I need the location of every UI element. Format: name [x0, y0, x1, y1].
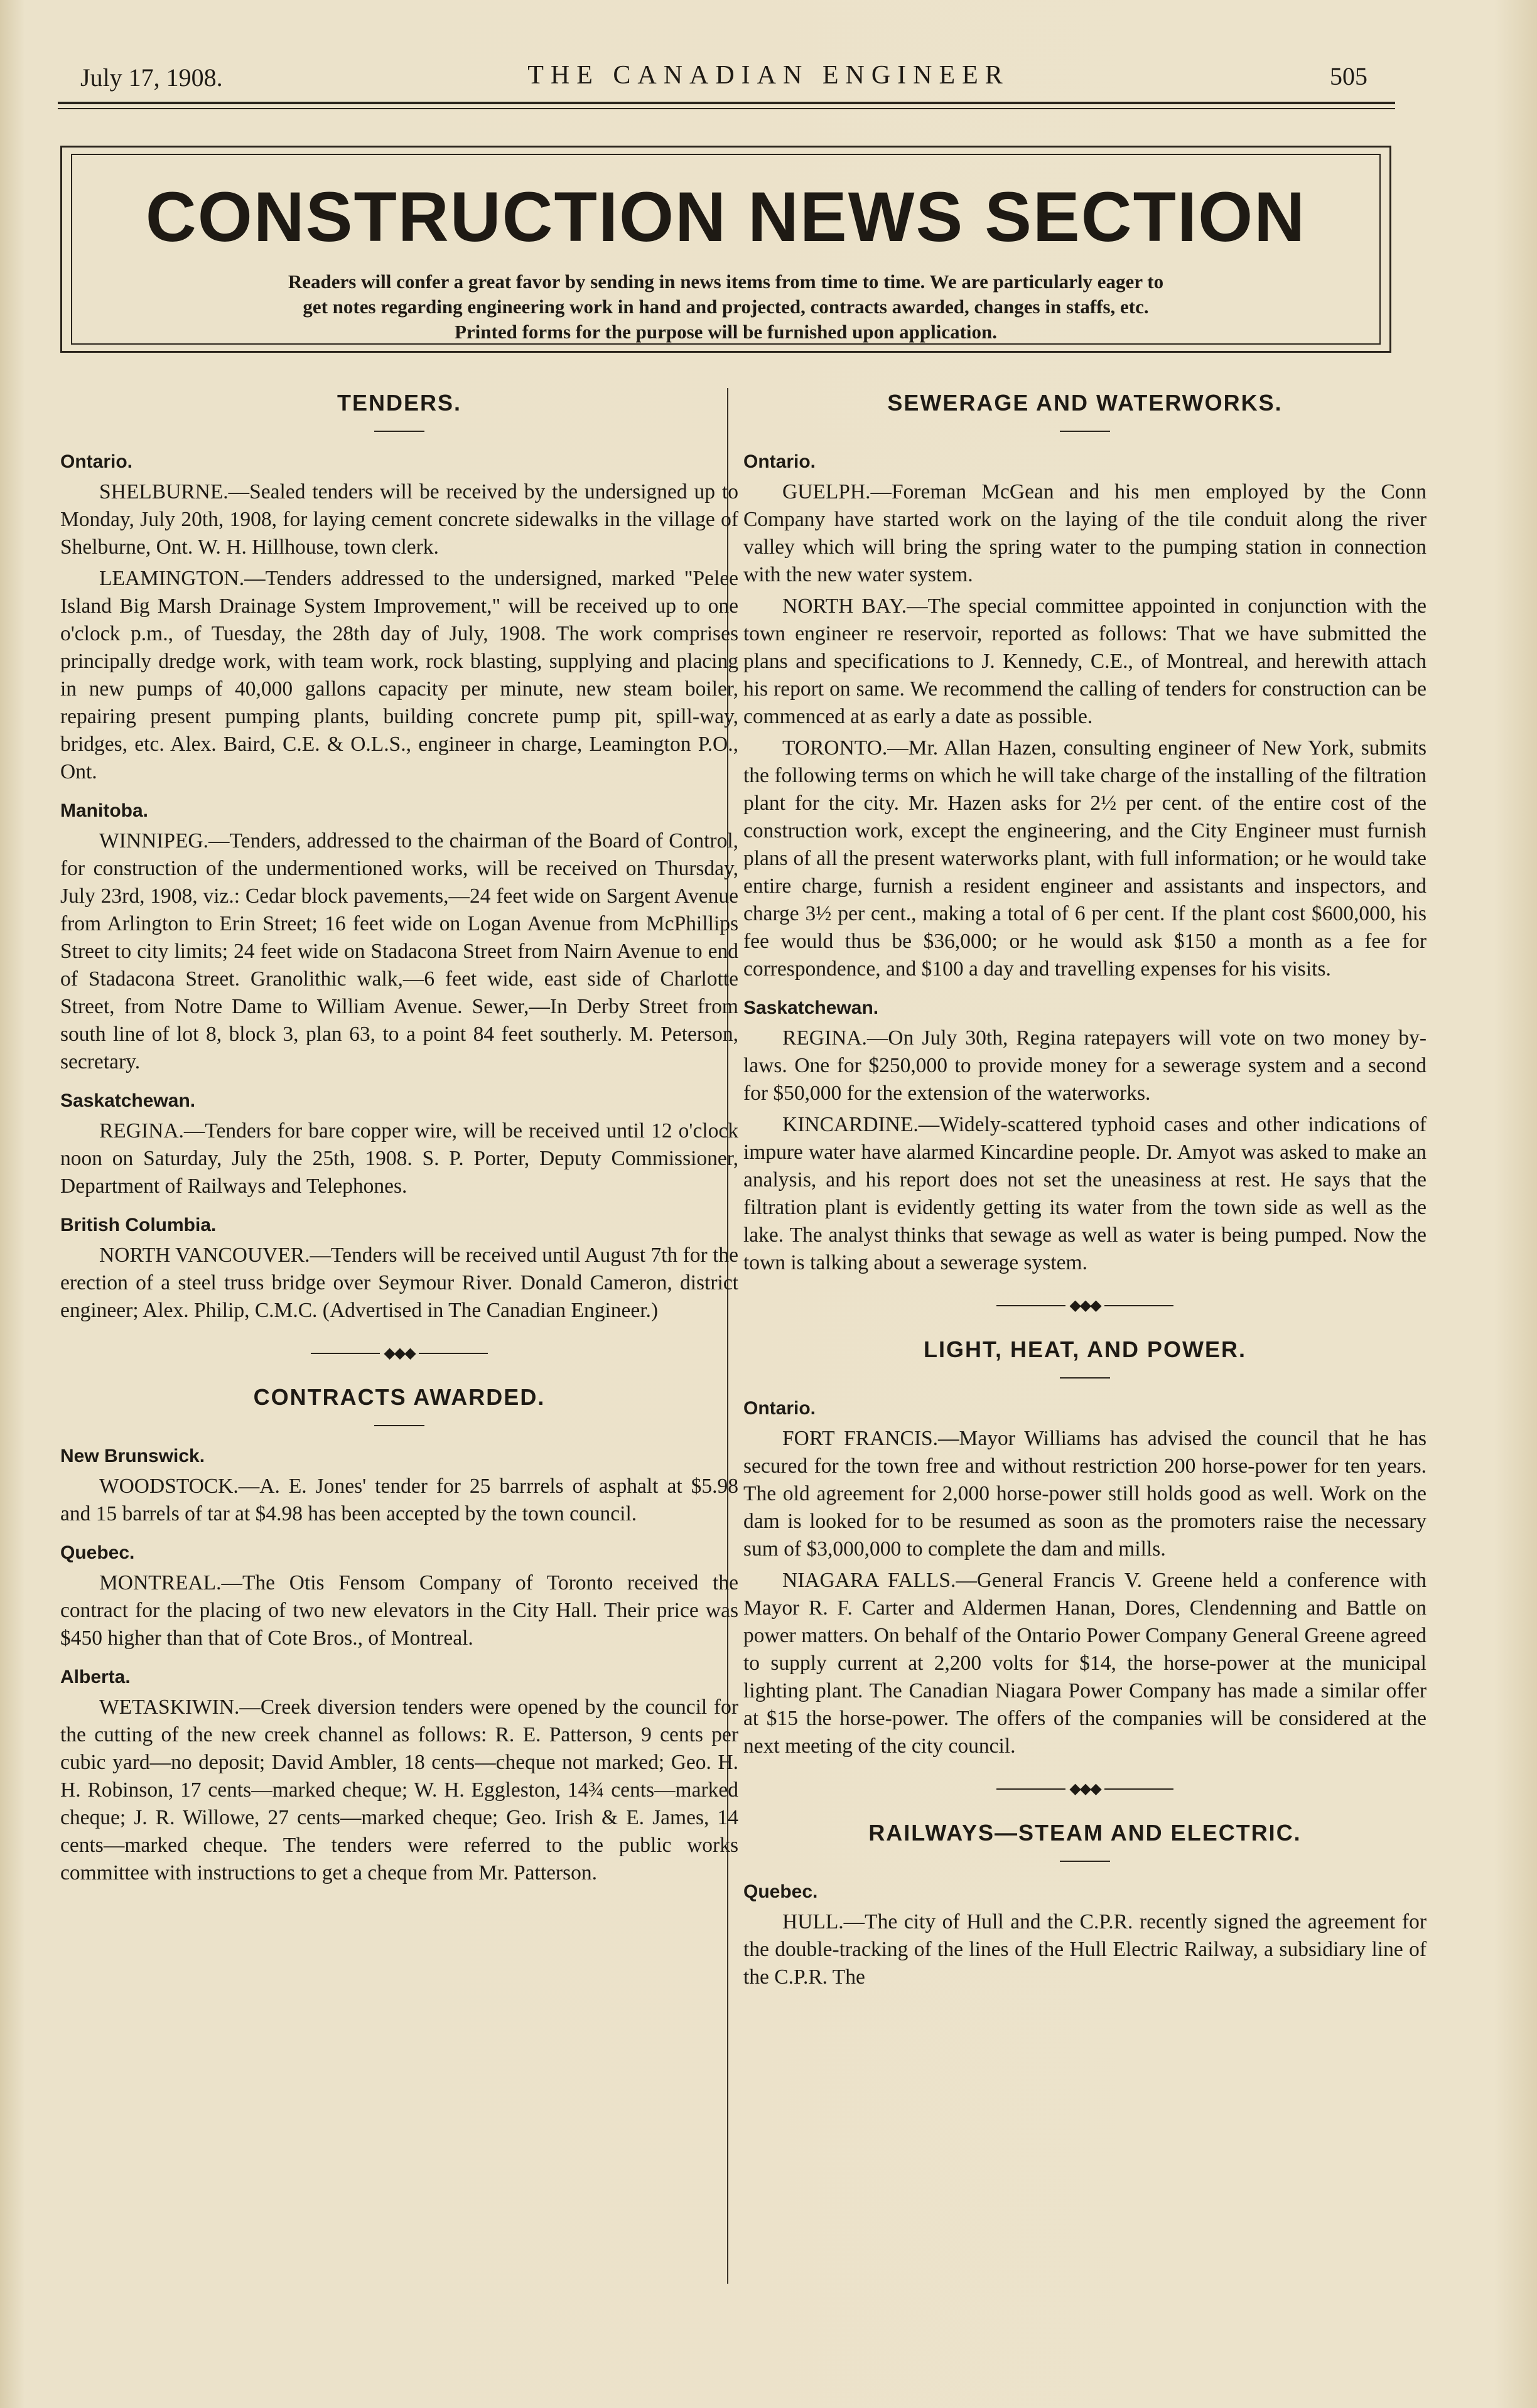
province-heading: Saskatchewan.	[743, 997, 879, 1018]
header-rule-thin	[58, 108, 1395, 109]
banner-note	[100, 269, 1352, 345]
ornament-line	[311, 1353, 380, 1354]
news-item: HULL.—The city of Hull and the C.P.R. recently signed the agreement for the double-tracking of the lines of the Hull Electric Railway, a subsidiary line of the C.P.R. The	[743, 1910, 1426, 1989]
news-item: GUELPH.—Foreman McGean and his men employed by the Conn Company have started work on the laying of the tile conduit along the river valley which will bring the spring water to the pumping station in connection with the new water system.	[743, 480, 1426, 586]
banner-note-line: Printed forms for the purpose will be furnished upon application.	[454, 321, 998, 343]
page-number: 505	[1330, 62, 1367, 90]
section-heading-light: LIGHT, HEAT, AND POWER.	[924, 1336, 1246, 1362]
construction-news-banner	[60, 146, 1391, 353]
news-item: FORT FRANCIS.—Mayor Williams has advised the council that he has secured for the town free and without restriction 200 horse-power for ten years. The old agreement for 2,000 horse-power still holds good as well. Work on the dam is looked for to be resumed as soon as the promoters raise the necessary sum of $3,000,000 to complete the dam and mills.	[743, 1427, 1426, 1561]
news-item: TORONTO.—Mr. Allan Hazen, consulting engineer of New York, submits the following terms on which he will take charge of the installing of the filtration plant for the city. Mr. Hazen asks for 2½ per cent. of the entire cost of the construction work, except the engineering, and the City Engineer must furnish plans of all the present waterworks plant, with full information; or he would take entire charge, furnish a resident engineer and assistants and inspectors, and charge 3½ per cent., making a total of 6 per cent. If the plant cost $600,000, his fee would thus be $36,000; or he would ask $150 a month as a fee for correspondence, and $100 a day and travelling expenses for his visits.	[743, 736, 1426, 981]
banner-title: CONSTRUCTION NEWS SECTION	[145, 178, 1307, 256]
journal-title: THE CANADIAN ENGINEER	[527, 61, 1010, 90]
news-item: NIAGARA FALLS.—General Francis V. Greene held a conference with Mayor R. F. Carter and Aldermen Hanan, Dores, Clendenning and Battle on power matters. On behalf of the Ontario Power Company General Greene agreed to supply current at 2,200 volts for $14, the horse-power at the municipal lighting plant. The Canadian Niagara Power Company has made a similar offer at $15 the horse-power. The offers of the companies will be considered at the next meeting of the city council.	[743, 1569, 1426, 1758]
section-ornament	[60, 1346, 738, 1361]
news-item: SHELBURNE.—Sealed tenders will be received by the undersigned up to Monday, July 20th, 1908, for laying cement concrete sidewalks in the village of Shelburne, Ont. W. H. Hillhouse, town clerk.	[60, 480, 738, 559]
news-item: KINCARDINE.—Widely-scattered typhoid cases and other indications of impure water have alarmed Kincardine people. Dr. Amyot was asked to make an analysis, and his report does not set the uneasiness at rest. He says that the filtration plant is evidently getting its water from the town side as well as the lake. The analyst thinks that sewage as well as water is being pumped. Now the town is talking about a sewerage system.	[743, 1113, 1426, 1274]
province-heading: Manitoba.	[60, 800, 148, 821]
province-heading: Ontario.	[60, 451, 133, 472]
ornament-line	[419, 1353, 488, 1354]
ornament-line	[1104, 1305, 1173, 1306]
news-item: REGINA.—On July 30th, Regina ratepayers will vote on two money by-laws. One for $250,000 to provide money for a sewerage system and a second for $50,000 for the extension of the waterworks.	[743, 1026, 1426, 1105]
section-heading-railways: RAILWAYS—STEAM AND ELECTRIC.	[868, 1820, 1302, 1846]
news-item: LEAMINGTON.—Tenders addressed to the undersigned, marked "Pelee Island Big Marsh Drainage System Improvement," will be received up to one o'clock p.m., of Tuesday, the 28th day of July, 1908. The work comprises principally dredge work, with team work, rock blasting, supplying and placing in new pumps of 40,000 gallons capacity per minute, new steam boiler, repairing present pumping plants, building concrete pump pit, spill-way, bridges, etc. Alex. Baird, C.E. & O.L.S., engineer in charge, Leamington P.O., Ont.	[60, 567, 738, 783]
heading-rule	[1060, 431, 1110, 432]
left-column	[60, 377, 738, 1891]
right-column	[743, 377, 1426, 1995]
ornament-line	[1104, 1788, 1173, 1790]
heading-rule	[374, 431, 424, 432]
section-heading-tenders: TENDERS.	[337, 390, 462, 416]
ornament-line	[996, 1305, 1065, 1306]
heading-rule	[1060, 1377, 1110, 1379]
diamond-ornament-icon: ◆◆◆	[384, 1345, 415, 1362]
news-item: NORTH BAY.—The special committee appointed in conjunction with the town engineer re reservoir, reported as follows: That we have submitted the plans and specifications to J. Kennedy, C.E., of Montreal, and herewith attach his report on same. We recommend the calling of tenders for construction can be commenced at as early a date as possible.	[743, 594, 1426, 728]
province-heading: British Columbia.	[60, 1215, 217, 1235]
province-heading: Ontario.	[743, 451, 816, 472]
diamond-ornament-icon: ◆◆◆	[1069, 1781, 1101, 1797]
news-item: MONTREAL.—The Otis Fensom Company of Toronto received the contract for the placing of two new elevators in the City Hall. Their price was $450 higher than that of Cote Bros., of Montreal.	[60, 1571, 738, 1650]
section-ornament	[743, 1298, 1426, 1313]
section-heading-contracts: CONTRACTS AWARDED.	[253, 1384, 546, 1410]
province-heading: New Brunswick.	[60, 1446, 205, 1466]
province-heading: Ontario.	[743, 1398, 816, 1419]
ornament-line	[996, 1788, 1065, 1790]
section-ornament	[743, 1782, 1426, 1797]
diamond-ornament-icon: ◆◆◆	[1069, 1298, 1101, 1314]
heading-rule	[374, 1425, 424, 1426]
header-rule	[58, 102, 1395, 104]
issue-date: July 17, 1908.	[80, 63, 223, 92]
news-item: WINNIPEG.—Tenders, addressed to the chairman of the Board of Control, for construction of the undermentioned works, will be received on Thursday, July 23rd, 1908, viz.: Cedar block pavements,—24 feet wide on Sargent Avenue from Arlington to Erin Street; 16 feet wide on Logan Avenue from McPhillips Street to city limits; 24 feet wide on Stadacona Street from Nairn Avenue to end of Stadacona Street. Granolithic walk,—6 feet wide, east side of Charlotte Street, from Notre Dame to William Avenue. Sewer,—In Derby Street from south line of lot 8, block 3, plan 63, to a point 84 feet southerly. M. Peterson, secretary.	[60, 829, 738, 1073]
province-heading: Saskatchewan.	[60, 1090, 196, 1111]
news-item: REGINA.—Tenders for bare copper wire, will be received until 12 o'clock noon on Saturday, July the 25th, 1908. S. P. Porter, Deputy Commissioner, Department of Railways and Telephones.	[60, 1119, 738, 1198]
news-item: WETASKIWIN.—Creek diversion tenders were opened by the council for the cutting of the new creek channel as follows: R. E. Patterson, 9 cents per cubic yard—no deposit; David Ambler, 18 cents—cheque not marked; Geo. H. H. Robinson, 17 cents—marked cheque; W. H. Eggleston, 14¾ cents—marked cheque; J. R. Willowe, 27 cents—marked cheque; Geo. Irish & E. James, 14 cents—marked cheque. The tenders were referred to the public works committee with instructions to get a cheque from Mr. Patterson.	[60, 1696, 738, 1884]
banner-note-line: Readers will confer a great favor by sending in news items from time to time. We are particularly eager to	[288, 271, 1164, 293]
banner-note-line: get notes regarding engineering work in hand and projected, contracts awarded, changes in staffs, etc.	[303, 296, 1149, 318]
province-heading: Alberta.	[60, 1667, 131, 1687]
section-heading-sewerage: SEWERAGE AND WATERWORKS.	[887, 390, 1283, 416]
news-item: NORTH VANCOUVER.—Tenders will be received until August 7th for the erection of a steel truss bridge over Seymour River. Donald Cameron, district engineer; Alex. Philip, C.M.C. (Advertised in The Canadian Engineer.)	[60, 1244, 738, 1322]
province-heading: Quebec.	[743, 1881, 818, 1902]
province-heading: Quebec.	[60, 1542, 135, 1563]
news-item: WOODSTOCK.—A. E. Jones' tender for 25 barrrels of asphalt at $5.98 and 15 barrels of tar at $4.98 has been accepted by the town council.	[60, 1475, 738, 1525]
heading-rule	[1060, 1861, 1110, 1862]
